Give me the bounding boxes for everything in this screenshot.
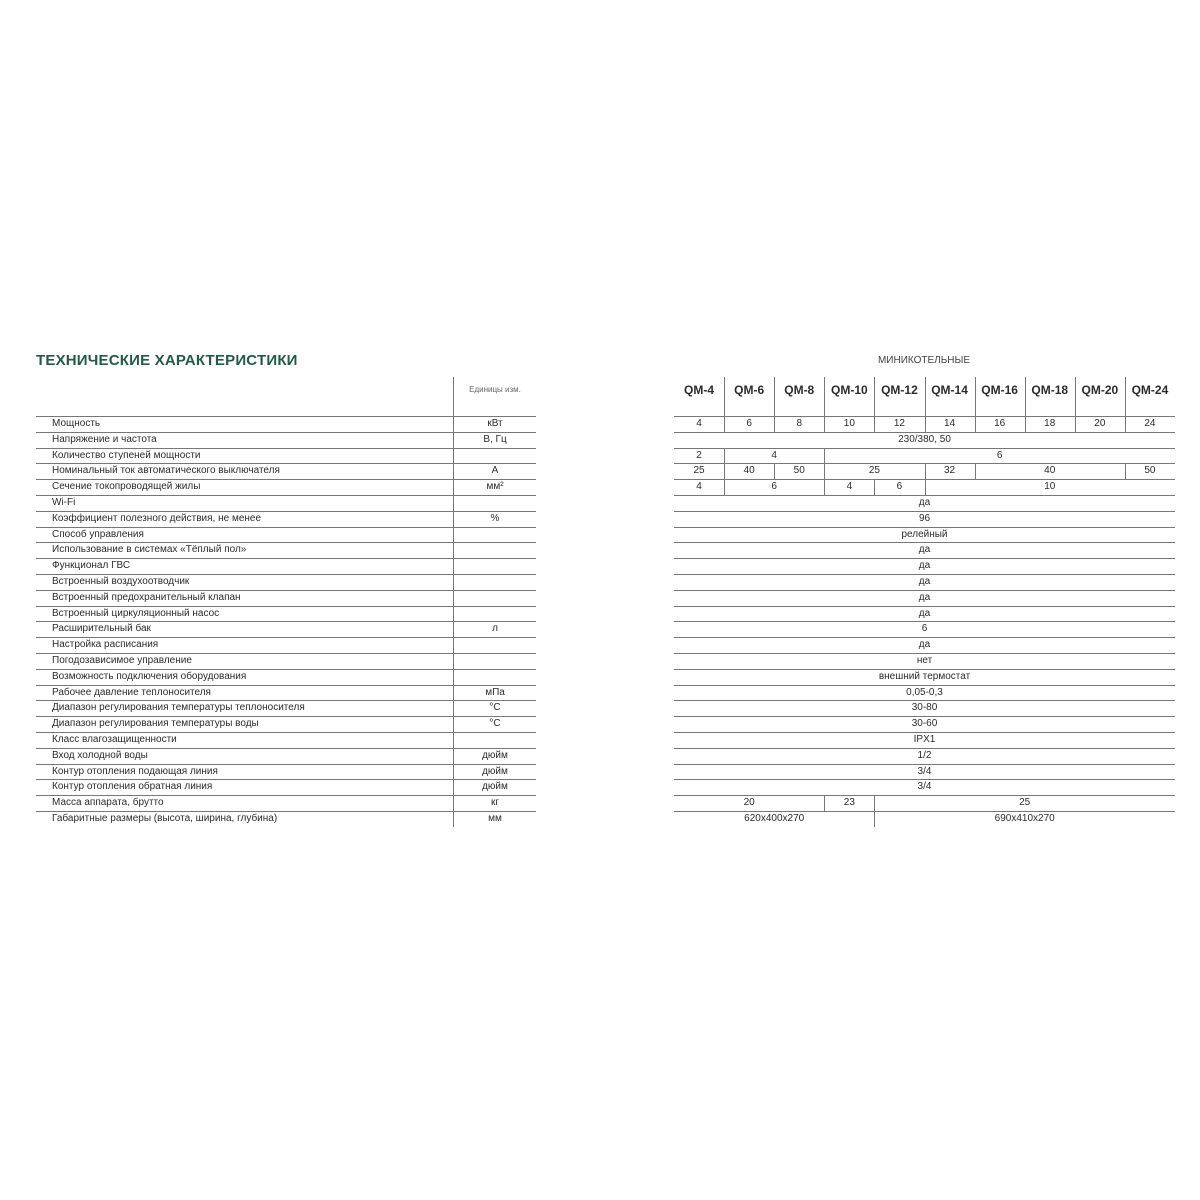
value-cell: 3/4: [917, 781, 932, 793]
unit-divider: [453, 732, 454, 748]
parameter-name: Рабочее давление теплоносителя: [52, 686, 211, 698]
units-column-header: Единицы изм.: [469, 385, 521, 394]
model-header-divider: [1025, 377, 1026, 416]
parameter-name: Контур отопления подающая линия: [52, 765, 218, 777]
model-header: QM-8: [784, 383, 815, 397]
table-row: [0, 653, 1200, 669]
value-cell: 2: [696, 449, 702, 461]
unit-cell: мПа: [485, 686, 505, 698]
value-cell: 4: [846, 481, 853, 493]
value-cell: 10: [843, 418, 855, 429]
parameter-name: Напряжение и частота: [52, 433, 157, 445]
parameter-name: Диапазон регулирования температуры воды: [52, 718, 259, 730]
unit-cell: л: [492, 623, 498, 635]
parameter-name: Диапазон регулирования температуры теплоносителя: [52, 702, 305, 714]
table-row: [0, 795, 1200, 811]
value-cell: 96: [918, 512, 931, 524]
table-row: [0, 495, 1200, 511]
units-header-divider: [453, 377, 454, 416]
value-cell: 14: [943, 418, 956, 429]
table-row: [0, 558, 1200, 574]
parameter-name: Габаритные размеры (высота, ширина, глубина): [52, 813, 278, 824]
model-header: QM-18: [1031, 383, 1069, 397]
model-header-divider: [1125, 377, 1126, 416]
parameter-name: Использование в системах «Тёплый пол»: [52, 544, 247, 556]
parameter-name: Способ управления: [52, 528, 144, 540]
table-row: [0, 748, 1200, 764]
table-row: [0, 669, 1200, 685]
unit-divider: [453, 542, 454, 558]
value-cell: 40: [1044, 465, 1056, 477]
value-cell: да: [918, 607, 931, 619]
table-row: [0, 590, 1200, 606]
unit-cell: °C: [489, 718, 501, 730]
parameter-name: Погодозависимое управление: [52, 655, 192, 666]
value-cell: IPX1: [913, 734, 936, 745]
model-header-divider: [874, 377, 875, 416]
value-cell: 620x400x270: [744, 813, 805, 824]
unit-divider: [453, 669, 454, 685]
unit-divider: [453, 590, 454, 606]
table-row: [0, 463, 1200, 479]
value-cell: 6: [921, 623, 928, 635]
table-row: [0, 764, 1200, 780]
value-cell: да: [918, 591, 931, 603]
table-row: [0, 448, 1200, 464]
parameter-name: Сечение токопроводящей жилы: [52, 481, 201, 493]
parameter-name: Вход холодной воды: [52, 749, 148, 761]
model-header-divider: [824, 377, 825, 416]
parameter-name: Встроенный воздухоотводчик: [52, 576, 190, 587]
unit-cell: дюйм: [482, 765, 508, 777]
model-header-divider: [975, 377, 976, 416]
parameter-name: Расширительный бак: [52, 623, 151, 635]
value-cell: 18: [1044, 418, 1056, 429]
unit-divider: [453, 527, 454, 543]
model-header: QM-14: [931, 383, 968, 397]
table-row: [0, 527, 1200, 543]
value-cell: 25: [693, 465, 705, 477]
parameter-name: Настройка расписания: [52, 639, 159, 651]
value-cell: 25: [868, 465, 880, 477]
value-cell: 20: [1094, 418, 1106, 429]
table-row: [0, 606, 1200, 622]
unit-divider: [453, 637, 454, 653]
parameter-name: Масса аппарата, брутто: [52, 797, 164, 809]
unit-cell: кг: [490, 797, 500, 809]
unit-cell: В, Гц: [483, 433, 507, 445]
value-cell: 40: [743, 465, 755, 477]
value-cell: 4: [696, 418, 702, 429]
value-cell: 10: [1044, 481, 1056, 493]
table-row: [0, 416, 1200, 432]
value-cell: 16: [994, 418, 1006, 429]
value-cell: 20: [743, 797, 755, 809]
unit-cell: %: [490, 512, 500, 524]
model-header: QM-24: [1131, 383, 1169, 397]
model-header: QM-6: [734, 383, 765, 397]
value-cell: да: [918, 639, 931, 651]
unit-divider: [453, 764, 454, 780]
unit-divider: [453, 748, 454, 764]
table-row: [0, 811, 1200, 827]
value-cell: 0,05-0,3: [906, 686, 943, 698]
model-header: QM-10: [831, 383, 868, 397]
value-cell: 50: [1144, 465, 1156, 477]
unit-divider: [453, 574, 454, 590]
unit-divider: [453, 685, 454, 701]
unit-cell: мм: [488, 813, 502, 824]
value-cell: 8: [796, 418, 803, 429]
model-header: QM-16: [981, 383, 1018, 397]
value-cell: 690x410x270: [994, 813, 1055, 824]
value-cell: 30-60: [911, 718, 938, 730]
value-cell: нет: [916, 655, 933, 666]
value-cell: да: [918, 497, 931, 508]
value-cell: да: [918, 576, 931, 587]
parameter-name: Количество ступеней мощности: [52, 449, 201, 461]
unit-divider: [453, 716, 454, 732]
table-row: [0, 732, 1200, 748]
value-cell: 4: [696, 481, 702, 493]
table-row: [0, 511, 1200, 527]
unit-divider: [453, 479, 454, 495]
value-cell: 24: [1144, 418, 1156, 429]
parameter-name: Возможность подключения оборудования: [52, 670, 247, 682]
value-cell: 30-80: [911, 702, 938, 714]
parameter-name: Wi-Fi: [52, 497, 76, 508]
model-header-divider: [774, 377, 775, 416]
unit-cell: дюйм: [482, 781, 508, 793]
value-cell: 4: [771, 449, 777, 461]
unit-divider: [453, 416, 454, 432]
value-cell: 6: [746, 418, 752, 429]
table-row: [0, 621, 1200, 637]
unit-cell: мм²: [486, 481, 504, 493]
parameter-name: Встроенный циркуляционный насос: [52, 607, 220, 619]
parameter-name: Класс влагозащищенности: [52, 734, 177, 745]
parameter-name: Функционал ГВС: [52, 560, 131, 572]
value-cell: 6: [896, 481, 903, 493]
unit-divider: [453, 653, 454, 669]
model-header: QM-12: [881, 383, 918, 397]
table-row: [0, 542, 1200, 558]
value-cell: 6: [996, 449, 1003, 461]
model-header: QM-20: [1081, 383, 1119, 397]
table-row: [0, 574, 1200, 590]
table-row: [0, 479, 1200, 495]
table-row: [0, 432, 1200, 448]
table-row: [0, 716, 1200, 732]
model-header-divider: [724, 377, 725, 416]
value-cell: да: [918, 544, 931, 556]
unit-divider: [453, 558, 454, 574]
value-cell: 6: [771, 481, 777, 493]
unit-divider: [453, 700, 454, 716]
parameter-name: Номинальный ток автоматического выключателя: [52, 465, 280, 477]
model-header: QM-4: [684, 383, 715, 397]
value-cell: 25: [1019, 797, 1031, 809]
value-cell: внешний термостат: [878, 670, 971, 682]
value-cell: 230/380, 50: [898, 433, 951, 445]
unit-cell: °C: [489, 702, 501, 714]
value-cell: 3/4: [917, 765, 932, 777]
unit-divider: [453, 511, 454, 527]
parameter-name: Мощность: [52, 418, 101, 429]
unit-cell: А: [491, 465, 499, 477]
unit-divider: [453, 779, 454, 795]
parameter-name: Встроенный предохранительный клапан: [52, 591, 241, 603]
model-header-divider: [925, 377, 926, 416]
unit-divider: [453, 463, 454, 479]
unit-divider: [453, 811, 454, 827]
unit-divider: [453, 448, 454, 464]
group-label: МИНИКОТЕЛЬНЫЕ: [877, 355, 971, 366]
table-row: [0, 779, 1200, 795]
value-cell: 23: [843, 797, 855, 809]
unit-cell: кВт: [487, 418, 503, 429]
unit-divider: [453, 432, 454, 448]
unit-divider: [453, 621, 454, 637]
parameter-name: Контур отопления обратная линия: [52, 781, 213, 793]
unit-divider: [453, 606, 454, 622]
value-cell: релейный: [901, 528, 948, 540]
model-header-divider: [1075, 377, 1076, 416]
unit-cell: дюйм: [482, 749, 508, 761]
parameter-name: Коэффициент полезного действия, не менее: [52, 512, 262, 524]
table-row: [0, 700, 1200, 716]
value-cell: 12: [893, 418, 905, 429]
unit-divider: [453, 495, 454, 511]
table-row: [0, 637, 1200, 653]
value-cell: 50: [793, 465, 805, 477]
page-title: ТЕХНИЧЕСКИЕ ХАРАКТЕРИСТИКИ: [36, 352, 298, 369]
value-cell: да: [918, 560, 931, 572]
table-row: [0, 685, 1200, 701]
value-cell: 32: [943, 465, 956, 477]
unit-divider: [453, 795, 454, 811]
value-cell: 1/2: [917, 749, 932, 761]
